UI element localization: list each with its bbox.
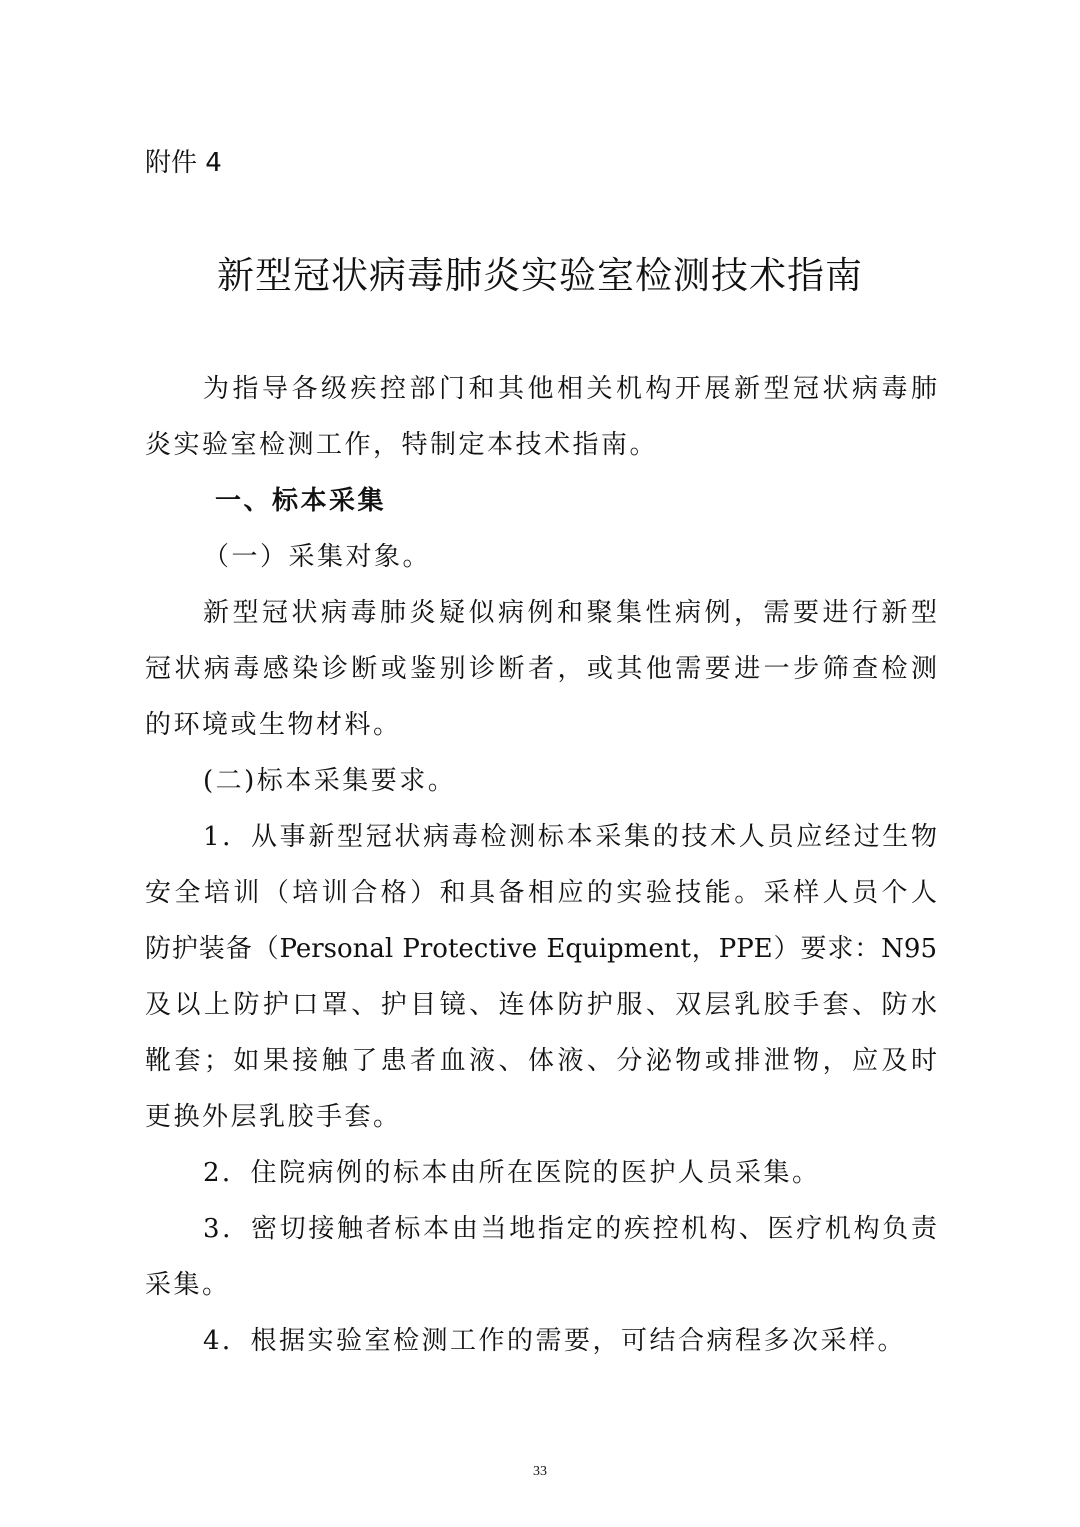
- text-line: 更换外层乳胶手套。: [145, 1102, 402, 1132]
- text-line: (二)标本采集要求。: [203, 766, 457, 796]
- text-line: 采集。: [145, 1270, 231, 1300]
- text-line: 冠状病毒感染诊断或鉴别诊断者，或其他需要进一步筛查检测: [145, 654, 937, 684]
- text-line: 炎实验室检测工作，特制定本技术指南。: [145, 430, 659, 460]
- text-line: 4．根据实验室检测工作的需要，可结合病程多次采样。: [203, 1326, 907, 1356]
- text-line: 3．密切接触者标本由当地指定的疾控机构、医疗机构负责: [203, 1214, 937, 1244]
- text-line: 新型冠状病毒肺炎疑似病例和聚集性病例，需要进行新型: [203, 598, 937, 628]
- text-line: 2．住院病例的标本由所在医院的医护人员采集。: [203, 1158, 821, 1188]
- text-line: 1．从事新型冠状病毒检测标本采集的技术人员应经过生物: [203, 822, 937, 852]
- text-line: 为指导各级疾控部门和其他相关机构开展新型冠状病毒肺: [203, 374, 937, 404]
- document-body: [145, 368, 937, 1376]
- attachment-label: 附件 4: [145, 148, 222, 178]
- document-title: 新型冠状病毒肺炎实验室检测技术指南: [217, 254, 863, 297]
- text-line: 安全培训（培训合格）和具备相应的实验技能。采样人员个人: [145, 878, 937, 908]
- page-number: 33: [533, 1464, 547, 1479]
- section-heading: 一、标本采集: [215, 486, 387, 516]
- text-line: 防护装备（Personal Protective Equipment，PPE）要求：N95: [145, 934, 937, 964]
- text-line: 的环境或生物材料。: [145, 710, 402, 740]
- text-line: 靴套；如果接触了患者血液、体液、分泌物或排泄物，应及时: [145, 1046, 937, 1076]
- text-line: 及以上防护口罩、护目镜、连体防护服、双层乳胶手套、防水: [145, 990, 937, 1020]
- text-line: （一）采集对象。: [203, 542, 432, 572]
